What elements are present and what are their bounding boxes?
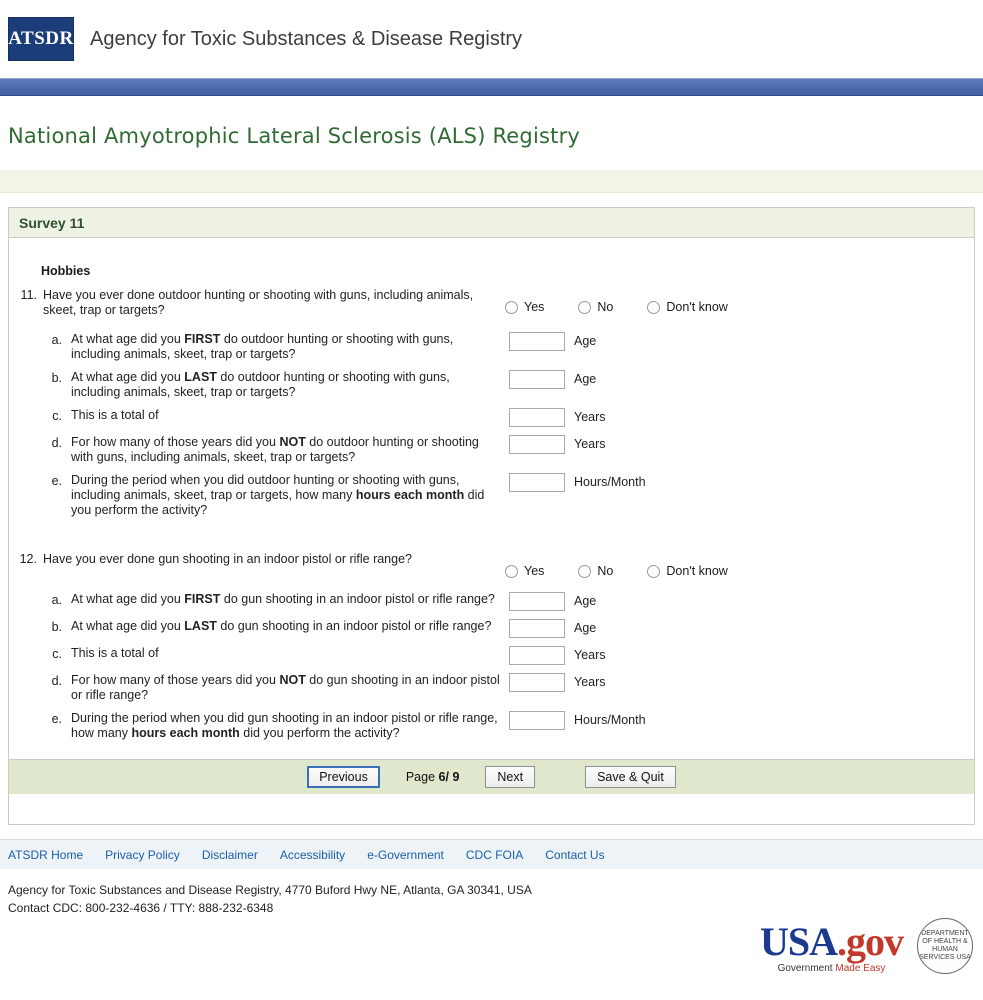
subitem-12d-letter: d. xyxy=(51,674,62,688)
subitem-11b-unit: Age xyxy=(574,372,597,386)
footer-link-e-government[interactable]: e-Government xyxy=(367,847,444,862)
usagov-gov: gov xyxy=(846,919,903,964)
subitem-12e-text: During the period when you did gun shooting in an indoor pistol or rifle range, how many hours each month did you perform the activity? xyxy=(71,711,498,740)
subitem-11b xyxy=(9,370,974,400)
survey-panel xyxy=(8,207,975,825)
survey-panel-header xyxy=(9,208,974,238)
subitem-12a-unit: Age xyxy=(574,594,597,608)
radio-icon[interactable] xyxy=(505,301,518,314)
question-11 xyxy=(9,288,974,518)
subitem-11e xyxy=(9,473,974,518)
page-indicator xyxy=(406,770,460,784)
subitem-12a-text: At what age did you FIRST do gun shooting in an indoor pistol or rifle range? xyxy=(71,592,495,606)
subitem-12c-text: This is a total of xyxy=(71,646,159,660)
hhs-seal-icon xyxy=(917,918,973,974)
subitem-11c-input[interactable] xyxy=(509,408,565,427)
subitem-11a-text: At what age did you FIRST do outdoor hunting or shooting with guns, including animals, skeet, trap or targets? xyxy=(71,332,454,361)
subitem-11c-unit: Years xyxy=(574,410,606,424)
total-pages: 9 xyxy=(452,770,460,784)
radio-icon[interactable] xyxy=(647,301,660,314)
page-separator: / xyxy=(445,770,449,784)
option-label-dont-know: Don't know xyxy=(666,564,728,578)
subitem-11b-letter: b. xyxy=(51,371,62,385)
question-11-options xyxy=(505,288,762,314)
footer-link-cdc-foia[interactable]: CDC FOIA xyxy=(465,847,524,862)
question-12-option-yes[interactable] xyxy=(505,564,544,578)
option-label-no: No xyxy=(597,300,614,314)
site-header xyxy=(0,0,983,78)
radio-icon[interactable] xyxy=(578,565,591,578)
atsdr-logo: ATSDR xyxy=(8,17,74,61)
subitem-11d-unit: Years xyxy=(574,437,606,451)
subitem-11e-text: During the period when you did outdoor hunting or shooting with guns, including animals, skeet, trap or targets, how many hours each month did you perform the activity? xyxy=(71,473,485,517)
survey-nav-bar xyxy=(9,759,974,794)
subitem-11d-letter: d. xyxy=(51,436,62,450)
subitem-11d xyxy=(9,435,974,465)
subitem-12b-unit: Age xyxy=(574,621,597,635)
subitem-11a-unit: Age xyxy=(574,334,597,348)
subitem-11b-input[interactable] xyxy=(509,370,565,389)
option-label-dont-know: Don't know xyxy=(666,300,728,314)
usagov-dot: . xyxy=(837,919,846,964)
footer-contact: Contact CDC: 800-232-4636 / TTY: 888-232-6348 xyxy=(8,901,274,915)
footer-address: Agency for Toxic Substances and Disease Registry, 4770 Buford Hwy NE, Atlanta, GA 30341, USA xyxy=(8,883,532,897)
title-underband xyxy=(0,170,983,193)
survey-panel-body xyxy=(9,238,974,824)
question-12 xyxy=(9,552,974,741)
subitem-11c-text: This is a total of xyxy=(71,408,159,422)
radio-icon[interactable] xyxy=(505,565,518,578)
question-11-number: 11. xyxy=(20,288,37,302)
subitem-11c xyxy=(9,408,974,427)
question-11-text: Have you ever done outdoor hunting or shooting with guns, including animals, skeet, trap or targets? xyxy=(43,288,474,317)
footer-link-atsdr-home[interactable]: ATSDR Home xyxy=(8,847,84,862)
subitem-12d-text: For how many of those years did you NOT do gun shooting in an indoor pistol or rifle range? xyxy=(71,673,500,702)
survey-title: Survey 11 xyxy=(19,214,85,231)
agency-title: Agency for Toxic Substances & Disease Registry xyxy=(90,27,523,50)
subitem-11d-input[interactable] xyxy=(509,435,565,454)
subitem-11e-input[interactable] xyxy=(509,473,565,492)
question-12-options xyxy=(505,552,762,578)
subitem-11c-letter: c. xyxy=(52,409,62,423)
page-label: Page xyxy=(405,770,436,784)
subitem-12b xyxy=(9,619,974,638)
subitem-12c xyxy=(9,646,974,665)
subitem-12a xyxy=(9,592,974,611)
subitem-11e-unit: Hours/Month xyxy=(574,475,646,489)
previous-button[interactable]: Previous xyxy=(307,766,380,788)
subitem-12a-letter: a. xyxy=(51,593,62,607)
usagov-logo[interactable] xyxy=(759,919,903,974)
usagov-tagline-left: Government xyxy=(777,963,833,974)
question-11-subitems xyxy=(9,332,974,518)
question-12-option-no[interactable] xyxy=(578,564,613,578)
subitem-12e-letter: e. xyxy=(51,712,62,726)
question-12-subitems xyxy=(9,592,974,741)
subitem-12e-unit: Hours/Month xyxy=(574,713,646,727)
subitem-12a-input[interactable] xyxy=(509,592,565,611)
current-page: 6 xyxy=(438,770,446,784)
usagov-main: USA xyxy=(759,919,837,964)
footer-link-accessibility[interactable]: Accessibility xyxy=(279,847,346,862)
header-blue-bar xyxy=(0,78,983,96)
subitem-11a-input[interactable] xyxy=(509,332,565,351)
next-button[interactable]: Next xyxy=(485,766,535,788)
subitem-11a xyxy=(9,332,974,362)
subitem-12b-letter: b. xyxy=(51,620,62,634)
option-label-yes: Yes xyxy=(524,564,545,578)
subitem-12b-text: At what age did you LAST do gun shooting in an indoor pistol or rifle range? xyxy=(71,619,492,633)
subitem-12c-unit: Years xyxy=(574,648,606,662)
registry-title-section xyxy=(0,96,983,170)
subitem-12c-input[interactable] xyxy=(509,646,565,665)
subitem-12c-letter: c. xyxy=(52,647,62,661)
question-12-number: 12. xyxy=(19,552,37,566)
question-12-option-dont-know[interactable] xyxy=(647,564,727,578)
subitem-11a-letter: a. xyxy=(51,333,62,347)
section-label-hobbies: Hobbies xyxy=(41,264,91,278)
subitem-11e-letter: e. xyxy=(51,474,62,488)
footer-links xyxy=(0,839,983,869)
footer-logos xyxy=(760,918,973,974)
subitem-12e xyxy=(9,711,974,741)
question-11-option-no[interactable] xyxy=(578,300,613,314)
subitem-12d-unit: Years xyxy=(574,675,606,689)
footer-link-privacy-policy[interactable]: Privacy Policy xyxy=(105,847,180,862)
subitem-12b-input[interactable] xyxy=(509,619,565,638)
hhs-seal-text: DEPARTMENT OF HEALTH & HUMAN SERVICES USA xyxy=(919,930,971,961)
subitem-11d-text: For how many of those years did you NOT do outdoor hunting or shooting with guns, including animals, skeet, trap or targets? xyxy=(71,435,479,464)
footer-link-contact-us[interactable]: Contact Us xyxy=(545,847,605,862)
save-and-quit-button[interactable]: Save & Quit xyxy=(585,766,676,788)
option-label-yes: Yes xyxy=(524,300,545,314)
footer-info xyxy=(0,869,983,917)
subitem-12d xyxy=(9,673,974,703)
question-12-text: Have you ever done gun shooting in an indoor pistol or rifle range? xyxy=(43,552,412,566)
subitem-11b-text: At what age did you LAST do outdoor hunting or shooting with guns, including animals, skeet, trap or targets? xyxy=(71,370,450,399)
usagov-tagline-right: Made Easy xyxy=(835,963,886,974)
radio-icon[interactable] xyxy=(647,565,660,578)
question-11-option-dont-know[interactable] xyxy=(647,300,727,314)
footer-link-disclaimer[interactable]: Disclaimer xyxy=(201,847,258,862)
option-label-no: No xyxy=(597,564,614,578)
subitem-12e-input[interactable] xyxy=(509,711,565,730)
question-11-option-yes[interactable] xyxy=(505,300,544,314)
radio-icon[interactable] xyxy=(578,301,591,314)
page-title: National Amyotrophic Lateral Sclerosis (ALS) Registry xyxy=(8,124,581,148)
subitem-12d-input[interactable] xyxy=(509,673,565,692)
